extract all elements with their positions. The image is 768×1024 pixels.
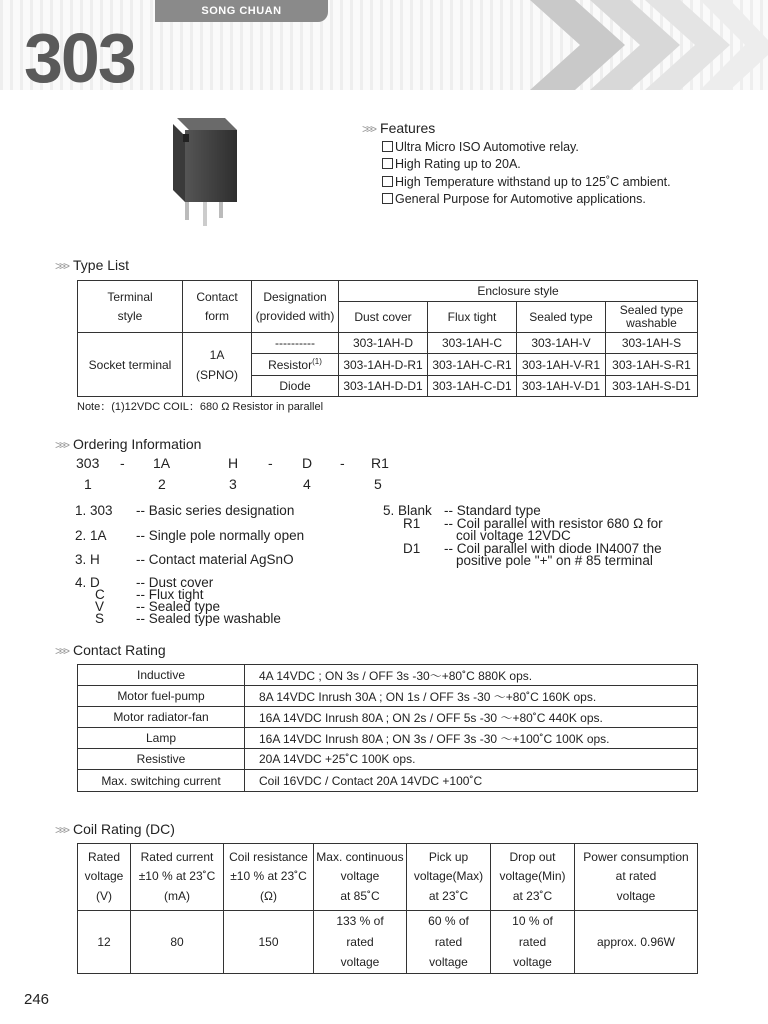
rating-cell: Coil 16VDC / Contact 20A 14VDC +100˚C <box>245 770 698 792</box>
type-list-note: Note：(1)12VDC COIL：680 Ω Resistor in parallel <box>77 401 324 413</box>
ordering-desc: -- Flux tight <box>136 587 204 602</box>
model-number: 303 <box>24 19 135 90</box>
rating-cell: 8A 14VDC Inrush 30A ; ON 1s / OFF 3s -30 ～+80˚C 160K ops. <box>245 686 698 707</box>
feature-item: High Rating up to 20A. <box>382 156 671 173</box>
ordering-title: Ordering Information <box>73 436 202 452</box>
coil-value-cell: 133 % of rated voltage <box>314 911 407 974</box>
ordering-key: V <box>95 599 105 614</box>
header-flux-tight: Flux tight <box>428 302 517 333</box>
double-chevron-icon: >>> <box>55 644 68 658</box>
coil-rating-title: Coil Rating (DC) <box>73 821 175 837</box>
double-chevron-icon: >>> <box>55 438 68 452</box>
designation-cell: ---------- <box>252 333 339 354</box>
header-sealed-washable: Sealed type washable <box>606 302 698 333</box>
order-code-index: 3 <box>229 476 237 492</box>
order-code-part: D <box>302 455 313 471</box>
designation-cell: Resistor$^{(1)}$ <box>252 354 339 376</box>
part-number-cell: 303-1AH-D-D1 <box>339 376 428 397</box>
order-code-index: 5 <box>374 476 382 492</box>
double-chevron-icon: >>> <box>362 122 375 136</box>
part-number-cell: 303-1AH-S-D1 <box>606 376 698 397</box>
coil-header-cell: Rated voltage (V) <box>78 844 131 911</box>
ordering-desc: -- Coil parallel with resistor 680 Ω for <box>444 516 663 531</box>
contact-rating-title: Contact Rating <box>73 642 166 658</box>
ordering-key: D1 <box>403 541 421 556</box>
coil-value-cell: 80 <box>131 911 224 974</box>
features-heading <box>362 120 435 136</box>
order-code-index: 4 <box>303 476 311 492</box>
ordering-key: C <box>95 587 105 602</box>
order-code-index: 1 <box>84 476 92 492</box>
page-number: 246 <box>24 991 50 1008</box>
header-sealed-type: Sealed type <box>517 302 606 333</box>
feature-item: General Purpose for Automotive applications. <box>382 191 671 208</box>
header-terminal-style: Terminal style <box>78 281 183 333</box>
rating-cell: 16A 14VDC Inrush 80A ; ON 2s / OFF 5s -30 ～+80˚C 440K ops. <box>245 707 698 728</box>
coil-header-cell: Pick up voltage(Max) at 23˚C <box>407 844 491 911</box>
load-type-cell: Motor radiator-fan <box>78 707 245 728</box>
order-code-part: 303 <box>76 455 100 471</box>
ordering-key: 3. H <box>75 552 100 567</box>
ordering-heading <box>55 436 201 452</box>
coil-value-cell: 10 % of rated voltage <box>491 911 575 974</box>
brand-label: SONG CHUAN <box>155 0 328 22</box>
part-number-cell: 303-1AH-V-D1 <box>517 376 606 397</box>
ordering-desc: -- Sealed type <box>136 599 221 614</box>
relay-product-image <box>165 110 245 230</box>
header-dust-cover: Dust cover <box>339 302 428 333</box>
order-code-dash: - <box>120 455 125 471</box>
coil-header-cell: Power consumption at rated voltage <box>575 844 698 911</box>
contact-form-cell: 1A (SPNO) <box>183 333 252 397</box>
order-code-index: 2 <box>158 476 166 492</box>
rating-cell: 4A 14VDC ; ON 3s / OFF 3s -30～+80˚C 880K ops. <box>245 665 698 686</box>
rating-cell: 16A 14VDC Inrush 80A ; ON 3s / OFF 3s -30 ～+100˚C 100K ops. <box>245 728 698 749</box>
load-type-cell: Motor fuel-pump <box>78 686 245 707</box>
double-chevron-icon: >>> <box>55 823 68 837</box>
type-list-heading <box>55 257 129 273</box>
coil-header-cell: Coil resistance ±10 % at 23˚C (Ω) <box>224 844 314 911</box>
part-number-cell: 303-1AH-C-R1 <box>428 354 517 376</box>
load-type-cell: Lamp <box>78 728 245 749</box>
ordering-desc: positive pole "+" on # 85 terminal <box>456 553 653 568</box>
part-number-cell: 303-1AH-V <box>517 333 606 354</box>
coil-value-cell: 150 <box>224 911 314 974</box>
coil-rating-heading <box>55 821 175 837</box>
ordering-key: 5. Blank <box>383 503 432 518</box>
load-type-cell: Inductive <box>78 665 245 686</box>
coil-value-cell: approx. 0.96W <box>575 911 698 974</box>
order-code-part: R1 <box>371 455 389 471</box>
page-header <box>0 0 768 90</box>
order-code-part: 1A <box>153 455 171 471</box>
order-code-dash: - <box>268 455 273 471</box>
order-code-dash: - <box>340 455 345 471</box>
contact-rating-table <box>77 664 698 792</box>
coil-header-cell: Drop out voltage(Min) at 23˚C <box>491 844 575 911</box>
part-number-cell: 303-1AH-S-R1 <box>606 354 698 376</box>
coil-value-cell: 12 <box>78 911 131 974</box>
features-title: Features <box>380 120 436 136</box>
ordering-desc: -- Contact material AgSnO <box>136 552 294 567</box>
ordering-desc: -- Coil parallel with diode IN4007 the <box>444 541 662 556</box>
part-number-cell: 303-1AH-D <box>339 333 428 354</box>
ordering-key: 4. D <box>75 575 100 590</box>
part-number-cell: 303-1AH-V-R1 <box>517 354 606 376</box>
part-number-cell: 303-1AH-C-D1 <box>428 376 517 397</box>
header-contact-form: Contact form <box>183 281 252 333</box>
ordering-key: 2. 1A <box>75 528 107 543</box>
load-type-cell: Max. switching current <box>78 770 245 792</box>
type-list-table <box>77 280 698 397</box>
part-number-cell: 303-1AH-S <box>606 333 698 354</box>
designation-cell: Diode <box>252 376 339 397</box>
ordering-key: R1 <box>403 516 421 531</box>
order-code-part: H <box>228 455 239 471</box>
double-chevron-icon: >>> <box>55 259 68 273</box>
ordering-desc: -- Single pole normally open <box>136 528 305 543</box>
rating-cell: 20A 14VDC +25˚C 100K ops. <box>245 749 698 770</box>
part-number-cell: 303-1AH-C <box>428 333 517 354</box>
ordering-desc: -- Sealed type washable <box>136 611 281 626</box>
ordering-desc: -- Dust cover <box>136 575 214 590</box>
header-designation: Designation (provided with) <box>252 281 339 333</box>
socket-terminal-cell: Socket terminal <box>78 333 183 397</box>
load-type-cell: Resistive <box>78 749 245 770</box>
footnote-marker: (1) <box>312 357 322 366</box>
part-number-cell: 303-1AH-D-R1 <box>339 354 428 376</box>
ordering-desc: coil voltage 12VDC <box>456 528 571 543</box>
ordering-key: 1. 303 <box>75 503 113 518</box>
coil-header-cell: Max. continuous voltage at 85˚C <box>314 844 407 911</box>
ordering-desc: -- Basic series designation <box>136 503 295 518</box>
coil-header-cell: Rated current ±10 % at 23˚C (mA) <box>131 844 224 911</box>
contact-rating-heading <box>55 642 166 658</box>
type-list-title: Type List <box>73 257 130 273</box>
coil-rating-table <box>77 843 698 974</box>
ordering-key: S <box>95 611 105 626</box>
features-list <box>382 139 671 208</box>
feature-item: Ultra Micro ISO Automotive relay. <box>382 139 671 156</box>
header-enclosure-style: Enclosure style <box>339 281 698 302</box>
ordering-desc: -- Standard type <box>444 503 541 518</box>
coil-value-cell: 60 % of rated voltage <box>407 911 491 974</box>
feature-item: High Temperature withstand up to 125˚C ambient. <box>382 174 671 191</box>
